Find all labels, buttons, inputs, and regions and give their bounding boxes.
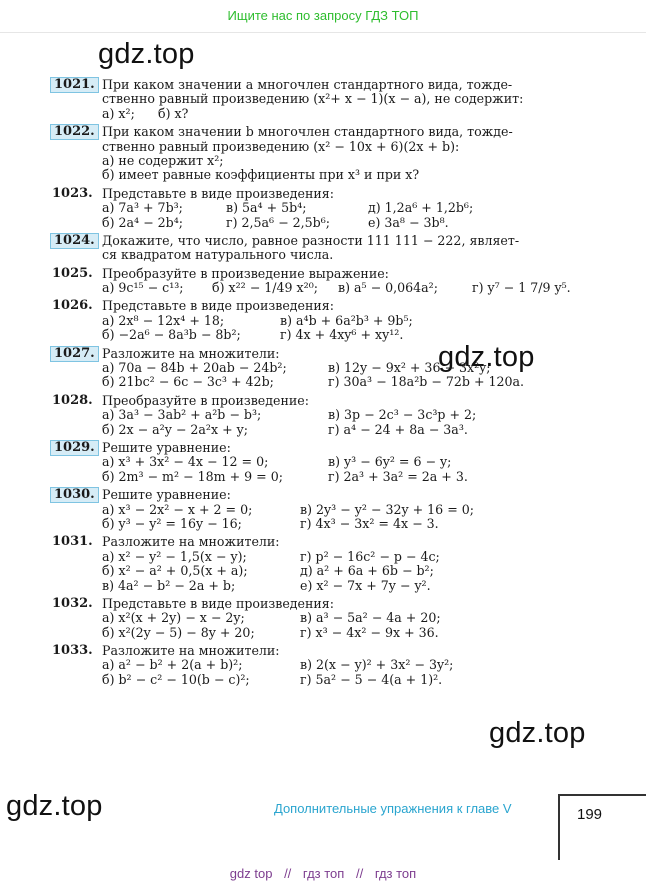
exercise-item: а) x³ − 2x² − x + 2 = 0; — [102, 501, 253, 517]
exercise-line — [52, 125, 572, 139]
exercise-1022 — [52, 125, 572, 183]
exercise-item: в) 5a⁴ + 5b⁴; — [226, 200, 307, 216]
exercise-1028 — [52, 394, 572, 437]
exercise-text: Представьте в виде произведения: — [102, 298, 334, 314]
watermark-lower-right: gdz.top — [489, 717, 586, 749]
exercise-line — [52, 154, 572, 168]
exercise-number: 1026. — [52, 298, 93, 314]
exercise-item: г) 4x³ − 3x² = 4x − 3. — [300, 515, 439, 531]
exercise-line — [52, 281, 572, 295]
exercise-line — [52, 488, 572, 502]
exercise-number: 1021. — [50, 77, 99, 93]
exercise-number: 1022. — [50, 124, 99, 140]
exercise-text: Преобразуйте в произведение: — [102, 392, 309, 408]
exercise-item: в) 4a² − b² − 2a + b; — [102, 577, 236, 593]
exercise-text: Решите уравнение: — [102, 439, 231, 455]
exercise-item: а) 70a − 84b + 20ab − 24b²; — [102, 360, 287, 376]
page-number-frame — [558, 794, 560, 860]
exercise-line — [52, 550, 572, 564]
exercise-number: 1033. — [52, 643, 93, 659]
exercise-line — [52, 187, 572, 201]
exercise-text: а) не содержит x²; — [102, 152, 224, 168]
chapter-footer-title: Дополнительные упражнения к главе V — [274, 801, 512, 816]
exercise-line — [52, 658, 572, 672]
exercise-number: 1023. — [52, 185, 93, 201]
exercise-item: в) a³ − 5a² − 4a + 20; — [300, 610, 441, 626]
bottom-link-separator-2: // — [355, 866, 364, 881]
exercise-item: д) 1,2a⁶ + 1,2b⁶; — [368, 200, 474, 216]
exercise-number: 1028. — [52, 392, 93, 408]
exercise-line — [52, 347, 572, 361]
exercise-item: а) 2x⁸ − 12x⁴ + 18; — [102, 312, 225, 328]
exercise-number: 1024. — [50, 233, 99, 249]
exercise-text: Разложите на множители: — [102, 643, 280, 659]
exercise-line — [52, 328, 572, 342]
exercise-item: г) y⁷ − 1 7/9 y⁵. — [472, 280, 571, 296]
exercise-line — [52, 201, 572, 215]
exercise-item: г) 2,5a⁶ − 2,5b⁶; — [226, 214, 331, 230]
exercise-line — [52, 248, 572, 262]
exercise-number: 1030. — [50, 487, 99, 503]
exercise-item: а) 7a³ + 7b³; — [102, 200, 183, 216]
exercise-line — [52, 535, 572, 549]
exercise-text: Докажите, что число, равное разности 111 111 − 222, являет- — [102, 232, 520, 248]
exercise-1023 — [52, 187, 572, 230]
exercise-item: б) 2m³ − m² − 18m + 9 = 0; — [102, 468, 283, 484]
exercise-1030 — [52, 488, 572, 531]
page-number-divider — [558, 794, 646, 796]
exercise-line — [52, 503, 572, 517]
exercise-line — [52, 470, 572, 484]
exercise-item: б) x²(2y − 5) − 8y + 20; — [102, 624, 255, 640]
bottom-link-2[interactable]: гдз топ — [302, 866, 345, 881]
exercise-item: а) x² − y² − 1,5(x − y); — [102, 548, 247, 564]
exercise-line — [52, 314, 572, 328]
exercise-line — [52, 408, 572, 422]
exercise-item: б) y³ − y² = 16y − 16; — [102, 515, 242, 531]
top-banner-link[interactable]: Ищите нас по запросу ГДЗ ТОП — [227, 8, 419, 23]
exercise-line — [52, 267, 572, 281]
exercise-item: г) p² − 16c² − p − 4c; — [300, 548, 440, 564]
top-banner — [0, 0, 646, 33]
exercise-1033 — [52, 644, 572, 687]
exercise-text: Разложите на множители: — [102, 345, 280, 361]
exercise-item: б) 21bc² − 6c − 3c³ + 42b; — [102, 374, 274, 390]
exercise-line — [52, 626, 572, 640]
bottom-links — [0, 866, 646, 881]
exercise-item: д) a² + 6a + 6b − b²; — [300, 563, 434, 579]
exercise-item: в) y³ − 6y² = 6 − y; — [328, 454, 452, 470]
exercise-1024 — [52, 234, 572, 263]
exercise-1029 — [52, 441, 572, 484]
exercise-item: а) 9c¹⁵ − c¹³; — [102, 280, 184, 296]
exercise-text: Преобразуйте в произведение выражение: — [102, 265, 389, 281]
exercise-text: При каком значении b многочлен стандартного вида, тожде- — [102, 124, 513, 140]
exercise-item: е) 3a⁸ − 3b⁸. — [368, 214, 449, 230]
exercise-item: в) a⁵ − 0,064a²; — [338, 280, 438, 296]
exercise-item: а) 3a³ − 3ab² + a²b − b³; — [102, 407, 262, 423]
exercise-item: г) 4x + 4xy⁶ + xy¹². — [280, 327, 404, 343]
exercise-text: Представьте в виде произведения: — [102, 595, 334, 611]
exercise-item: г) 5a² − 5 − 4(a + 1)². — [300, 671, 443, 687]
exercise-text: ственно равный произведению (x² − 10x + 6)(2x + b): — [102, 138, 460, 154]
exercise-item: г) x³ − 4x² − 9x + 36. — [300, 624, 439, 640]
exercise-item: б) b² − c² − 10(b − c)²; — [102, 671, 250, 687]
exercise-text: Разложите на множители: — [102, 534, 280, 550]
exercise-line — [52, 361, 572, 375]
exercise-1026 — [52, 299, 572, 342]
exercise-1027 — [52, 347, 572, 390]
exercise-line — [52, 644, 572, 658]
exercise-number: 1025. — [52, 265, 93, 281]
exercise-line — [52, 78, 572, 92]
exercise-item: а) a² − b² + 2(a + b)²; — [102, 657, 243, 673]
exercise-item: г) 2a³ + 3a² = 2a + 3. — [328, 468, 468, 484]
exercise-line — [52, 168, 572, 182]
watermark-top: gdz.top — [98, 38, 195, 70]
exercise-item: в) 2y³ − y² − 32y + 16 = 0; — [300, 501, 475, 517]
exercise-item: в) a⁴b + 6a²b³ + 9b⁵; — [280, 312, 413, 328]
page-number: 199 — [577, 806, 603, 823]
bottom-link-separator-1: // — [284, 866, 292, 881]
exercise-line — [52, 216, 572, 230]
exercise-number: 1027. — [50, 346, 99, 362]
exercise-number: 1031. — [52, 534, 93, 550]
bottom-link-1[interactable]: gdz top — [229, 866, 273, 881]
exercise-1032 — [52, 597, 572, 640]
exercise-item: г) a⁴ − 24 + 8a − 3a³. — [328, 421, 468, 437]
exercise-list — [52, 78, 572, 691]
exercise-line — [52, 423, 572, 437]
exercise-text: При каком значении a многочлен стандартного вида, тожде- — [102, 77, 513, 92]
exercise-item: в) 12y − 9x² + 36 − 3x²y; — [328, 360, 491, 376]
exercise-line — [52, 140, 572, 154]
exercise-item: б) x² − a² + 0,5(x + a); — [102, 563, 248, 579]
exercise-line — [52, 299, 572, 313]
exercise-text: ственно равный произведению (x²+ x − 1)(x − a), не содержит: — [102, 91, 524, 107]
exercise-number: 1029. — [50, 440, 99, 456]
exercise-number: 1032. — [52, 595, 93, 611]
exercise-item: б) 2a⁴ − 2b⁴; — [102, 214, 183, 230]
exercise-item: в) 3p − 2c³ − 3c³p + 2; — [328, 407, 477, 423]
exercise-1025 — [52, 267, 572, 296]
exercise-line — [52, 441, 572, 455]
exercise-item: е) x² − 7x + 7y − y². — [300, 577, 431, 593]
exercise-line — [52, 394, 572, 408]
exercise-line — [52, 234, 572, 248]
exercise-line — [52, 579, 572, 593]
exercise-line — [52, 107, 572, 121]
exercise-text: б) имеет равные коэффициенты при x³ и при x? — [102, 167, 420, 183]
watermark-lower-left: gdz.top — [6, 790, 103, 822]
watermark-middle: gdz.top — [438, 341, 535, 373]
exercise-line — [52, 673, 572, 687]
exercise-line — [52, 597, 572, 611]
exercise-line — [52, 455, 572, 469]
exercise-item: в) 2(x − y)² + 3x² − 3y²; — [300, 657, 454, 673]
exercise-item: г) 30a³ − 18a²b − 72b + 120a. — [328, 374, 525, 390]
exercise-item: а) x³ + 3x² − 4x − 12 = 0; — [102, 454, 269, 470]
exercise-line — [52, 564, 572, 578]
exercise-item: б) 2x − a²y − 2a²x + y; — [102, 421, 248, 437]
exercise-item: а) x²(x + 2y) − x − 2y; — [102, 610, 245, 626]
exercise-item: б) x? — [158, 105, 189, 121]
exercise-1021 — [52, 78, 572, 121]
exercise-text: Представьте в виде произведения: — [102, 185, 334, 201]
exercise-1031 — [52, 535, 572, 593]
exercise-item: б) x²² − 1/49 x²⁰; — [212, 280, 318, 296]
exercise-text: Решите уравнение: — [102, 487, 231, 503]
exercise-text: ся квадратом натурального числа. — [102, 247, 334, 263]
exercise-line — [52, 517, 572, 531]
bottom-link-3[interactable]: гдз топ — [374, 866, 417, 881]
exercise-line — [52, 611, 572, 625]
exercise-line — [52, 92, 572, 106]
exercise-line — [52, 375, 572, 389]
exercise-item: а) x²; — [102, 105, 135, 121]
exercise-item: б) −2a⁶ − 8a³b − 8b²; — [102, 327, 241, 343]
